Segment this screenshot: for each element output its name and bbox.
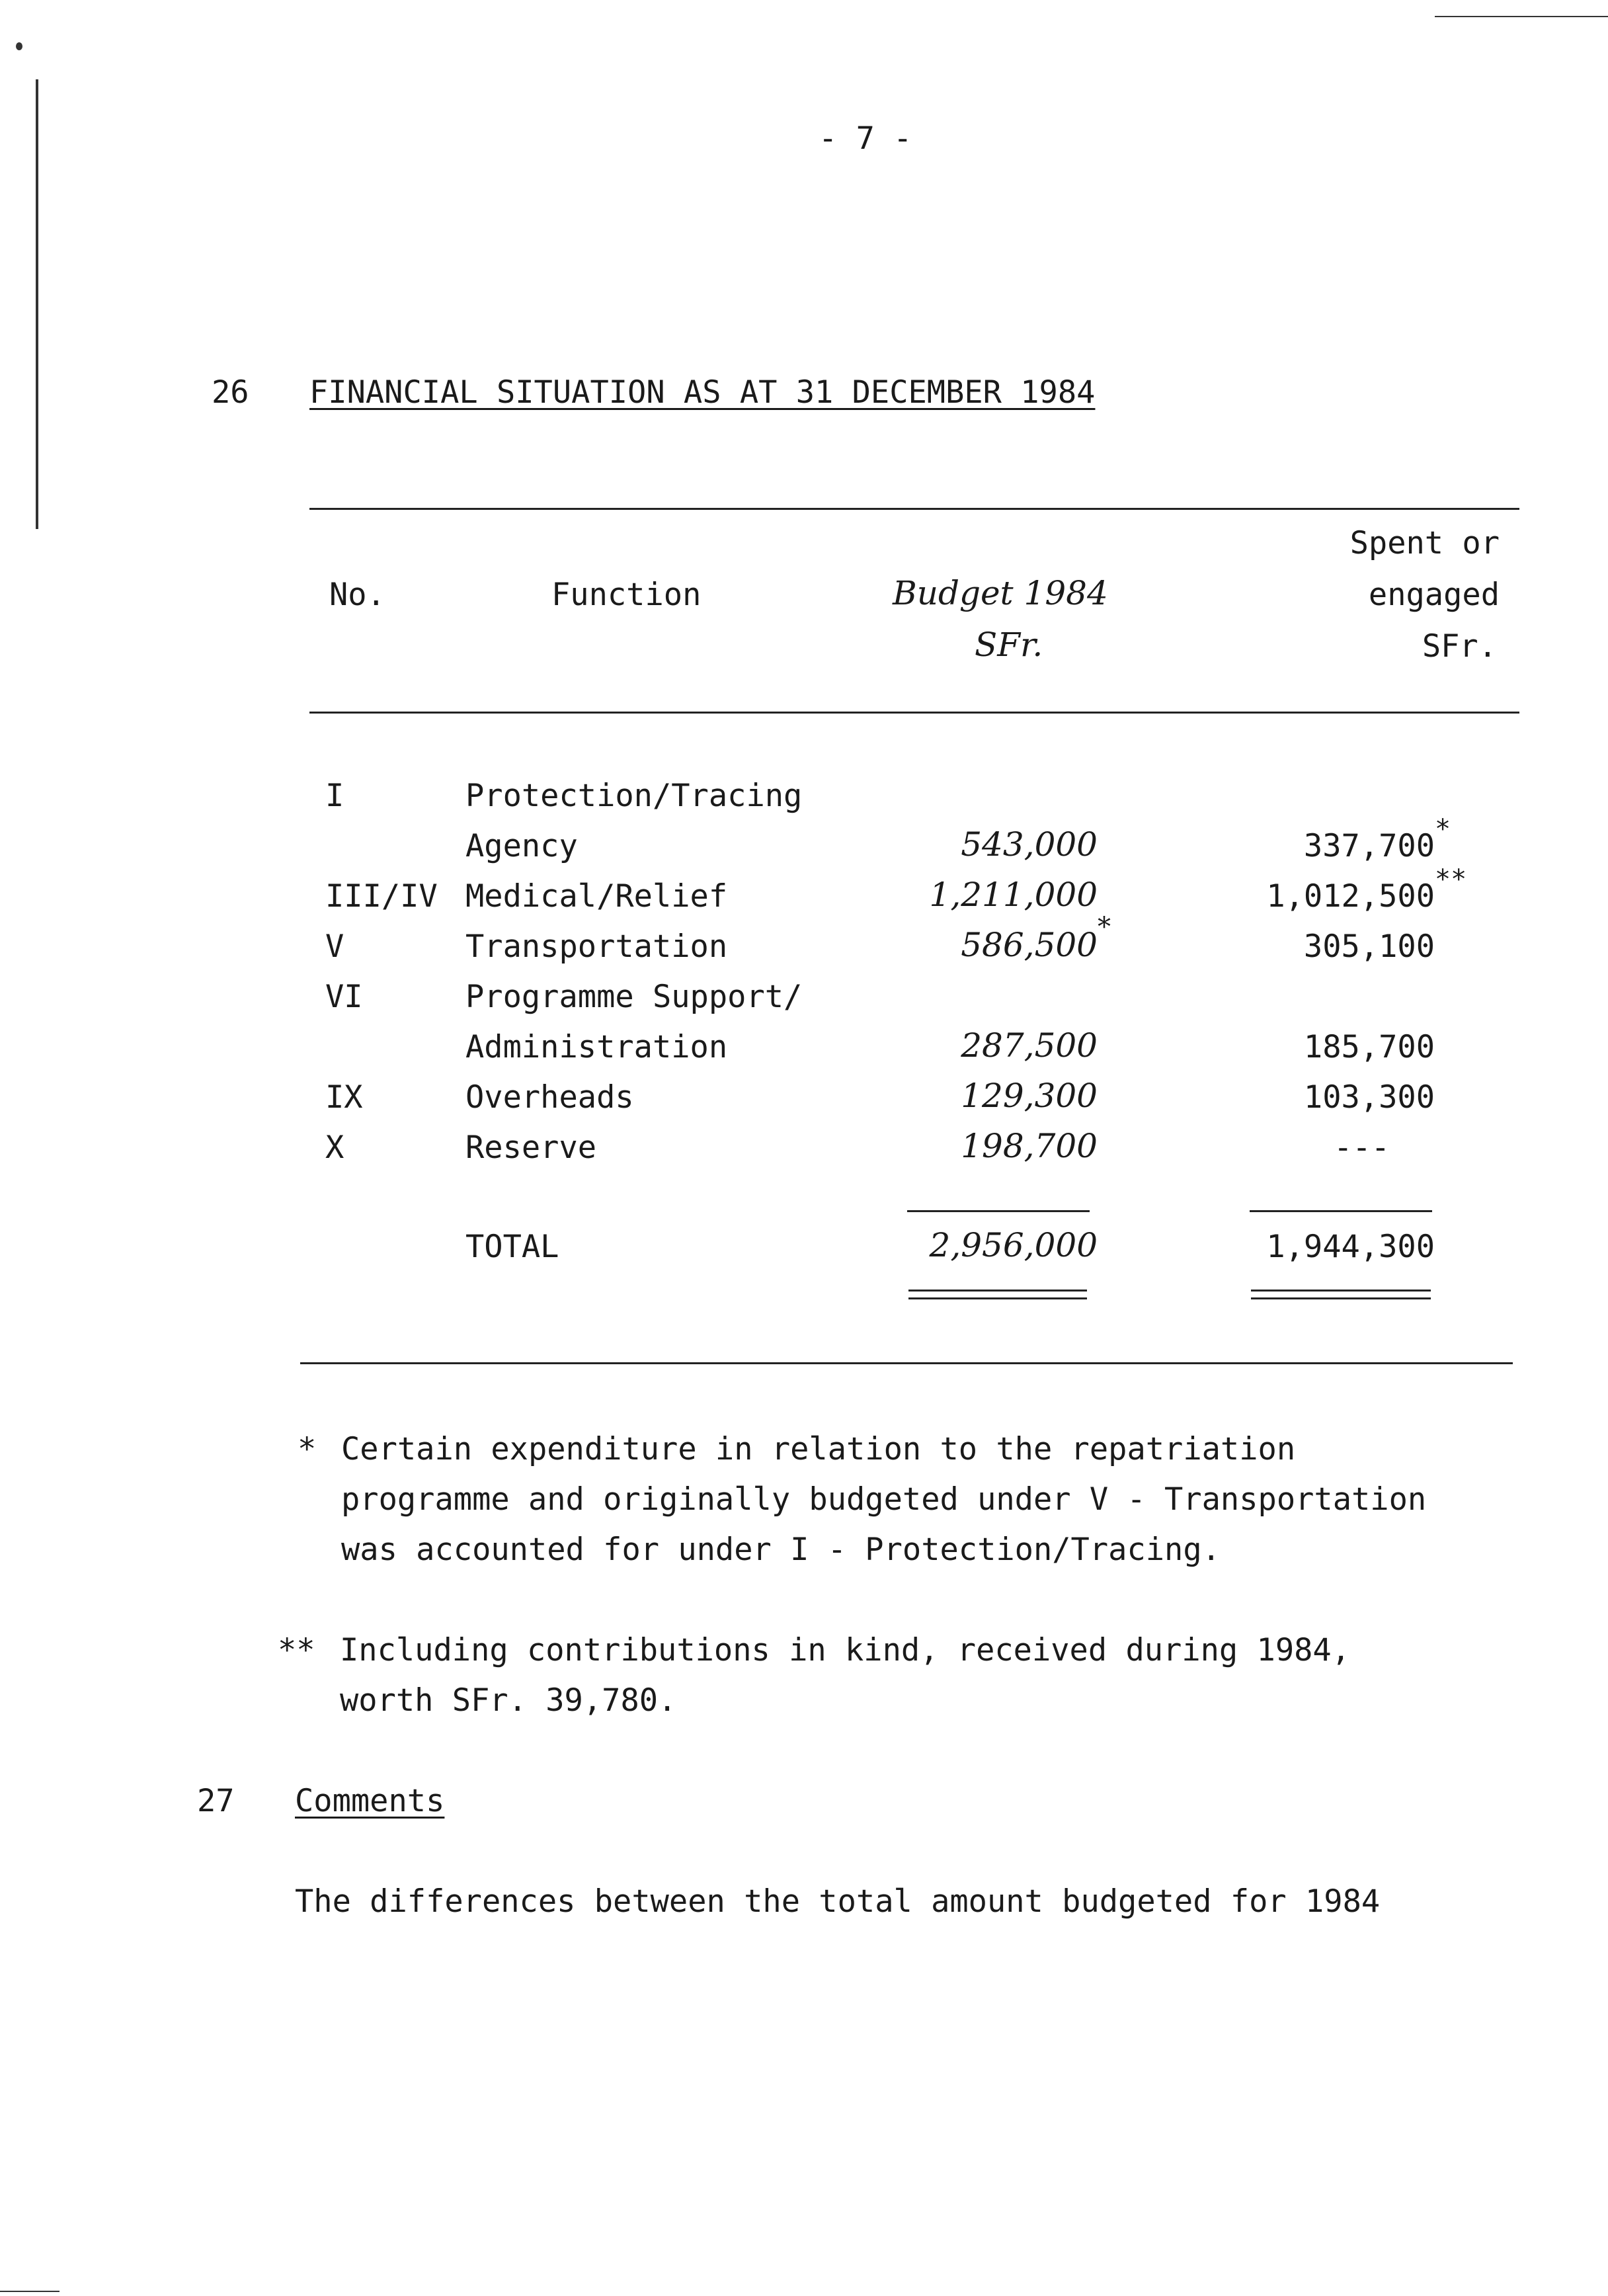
row-function: Programme Support/: [465, 979, 803, 1015]
row-budget: 198,700: [961, 1127, 1098, 1165]
page-number: - 7 -: [819, 120, 912, 157]
spent-subtotal-rule: [1250, 1210, 1432, 1212]
row-budget: 586,500 *: [961, 912, 1111, 964]
row-spent: 185,700: [1303, 1029, 1435, 1065]
spent-total-double-rule: [1251, 1290, 1431, 1299]
row-budget: 129,300: [961, 1077, 1098, 1115]
row-function: Overheads: [465, 1079, 634, 1116]
total-budget: 2,956,000: [929, 1226, 1098, 1264]
section-27-title: Comments: [295, 1783, 445, 1819]
header-spent-line1: Spent or: [1349, 525, 1500, 561]
table-header-rule: [309, 712, 1519, 714]
row-spent: 337,700 *: [1303, 814, 1451, 864]
footnote-line: Including contributions in kind, received during 1984,: [340, 1632, 1351, 1668]
header-budget-line2: SFr.: [975, 626, 1043, 664]
section-27-number: 27: [197, 1783, 235, 1819]
row-budget: 543,000: [961, 825, 1098, 864]
row-function: Agency: [465, 828, 578, 864]
double-asterisk-note-marker: **: [1435, 864, 1467, 895]
header-spent-line2: engaged: [1368, 577, 1500, 613]
footnote-line: was accounted for under I - Protection/Tracing.: [341, 1532, 1221, 1568]
row-function: Administration: [465, 1029, 728, 1065]
row-no: III/IV: [325, 878, 438, 915]
row-function: Medical/Relief: [465, 878, 728, 915]
row-function: Transportation: [465, 928, 728, 965]
footnote-line: worth SFr. 39,780.: [340, 1682, 677, 1719]
table-top-rule: [309, 508, 1519, 510]
row-budget: 1,211,000: [929, 876, 1098, 914]
row-no: VI: [325, 979, 363, 1015]
budget-total-double-rule: [908, 1290, 1087, 1299]
header-spent-line3: SFr.: [1422, 628, 1497, 665]
scan-dot: [16, 42, 22, 50]
row-budget: 287,500: [961, 1026, 1098, 1065]
header-function: Function: [551, 577, 702, 613]
row-no: IX: [325, 1079, 363, 1116]
section-26-number: 26: [212, 374, 249, 411]
row-spent: 1,012,500 **: [1266, 864, 1467, 915]
row-no: X: [325, 1129, 344, 1166]
row-spent: 103,300: [1303, 1079, 1435, 1116]
budget-subtotal-rule: [907, 1210, 1090, 1212]
footnote-line: Certain expenditure in relation to the repatriation: [341, 1431, 1296, 1467]
footnote-marker: *: [298, 1431, 317, 1467]
footnote-line: programme and originally budgeted under V - Transportation: [341, 1481, 1427, 1518]
scan-margin-line: [36, 79, 38, 529]
scan-bottom-line: [0, 2291, 60, 2292]
asterisk-note-marker: *: [1098, 912, 1111, 942]
table-bottom-rule: [300, 1362, 1513, 1364]
row-function: Protection/Tracing: [465, 778, 803, 814]
total-spent: 1,944,300: [1266, 1229, 1435, 1265]
section-26-title: FINANCIAL SITUATION AS AT 31 DECEMBER 1984: [309, 374, 1096, 411]
section-27-body: The differences between the total amount budgeted for 1984: [295, 1883, 1381, 1920]
footnote-marker: **: [278, 1632, 315, 1668]
asterisk-note-marker: *: [1435, 814, 1451, 844]
scan-top-line: [1435, 16, 1608, 17]
row-no: I: [325, 778, 344, 814]
header-no: No.: [329, 577, 385, 613]
header-budget-line1: Budget 1984: [893, 574, 1108, 612]
row-function: Reserve: [465, 1129, 597, 1166]
row-no: V: [325, 928, 344, 965]
row-spent: ---: [1334, 1129, 1390, 1166]
row-spent: 305,100: [1303, 928, 1435, 965]
total-label: TOTAL: [465, 1229, 559, 1265]
